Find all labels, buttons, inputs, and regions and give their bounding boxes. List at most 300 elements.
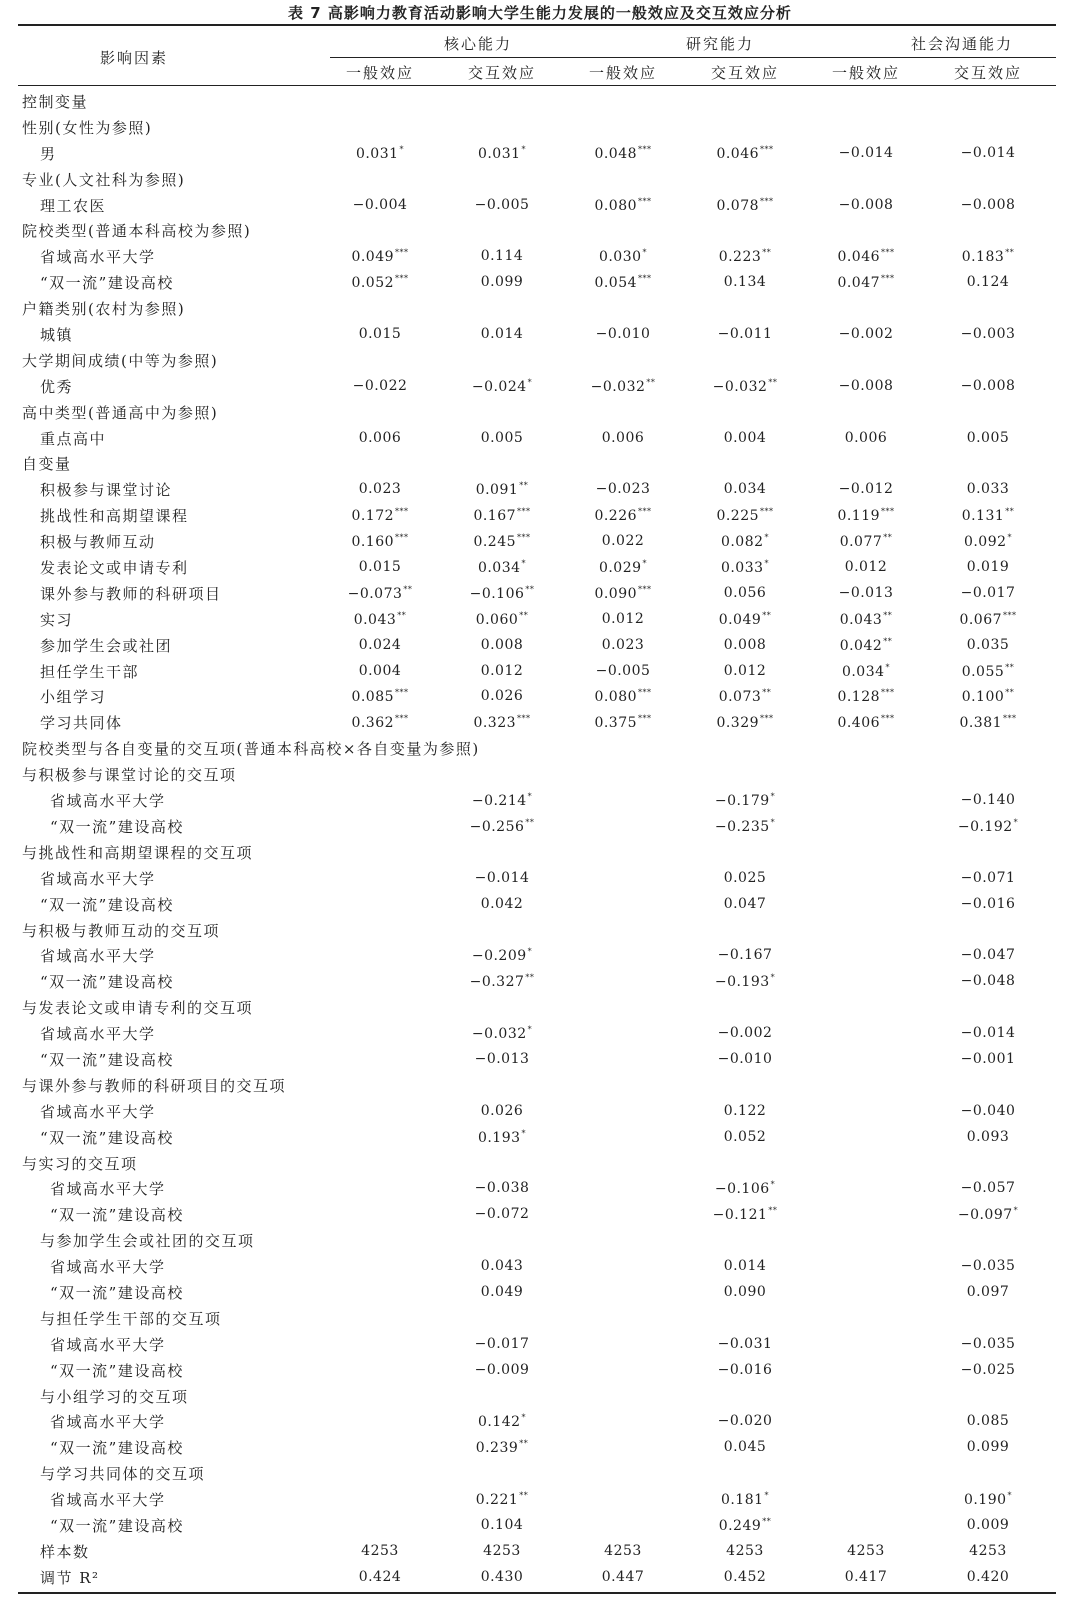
value-cell: −0.121** [712,1206,778,1224]
significance-stars: *** [638,196,652,206]
row-label: “双一流”建设高校 [50,1516,184,1535]
value-cell: 0.078*** [716,196,774,214]
table-row [0,321,1080,347]
table-row [0,554,1080,580]
table-row [0,683,1080,709]
row-label: 理工农医 [40,196,107,215]
value-cell: −0.025 [960,1361,1016,1378]
significance-stars: ** [1005,248,1015,258]
header-mid-rule [330,57,1056,58]
value-cell: 0.362*** [351,714,409,732]
value-cell: 0.042** [839,636,893,654]
value-cell: 0.249** [718,1516,772,1534]
row-label: 担任学生干部 [40,662,140,681]
value-cell: 0.447 [601,1568,645,1585]
table-row [0,1253,1080,1279]
row-label: 省域高水平大学 [40,248,156,267]
value-cell: 0.033* [720,559,770,577]
row-label: 省域高水平大学 [50,1258,166,1277]
value-cell: 0.012 [723,662,767,679]
significance-stars: * [527,377,533,387]
value-cell: 0.052*** [351,274,409,292]
value-cell: −0.072 [474,1206,530,1223]
value-cell: 4253 [969,1542,1007,1559]
significance-stars: * [770,792,776,802]
value-cell: −0.002 [717,1025,773,1042]
header-factor: 影响因素 [100,49,169,67]
value-cell: 0.046*** [716,144,774,162]
row-label: 省域高水平大学 [50,792,166,811]
table-row [0,347,1080,373]
value-cell: −0.071 [960,869,1016,886]
value-cell: 0.006 [358,429,402,446]
value-cell: 0.049*** [351,248,409,266]
row-label: “双一流”建设高校 [40,1128,174,1147]
table-row [0,1512,1080,1538]
value-cell: −0.031 [717,1335,773,1352]
significance-stars: *** [395,533,409,543]
header-sub-6: 交互效应 [953,64,1022,82]
table-row [0,373,1080,399]
table-row [0,632,1080,658]
significance-stars: ** [762,1516,772,1526]
value-cell: −0.327** [469,973,535,991]
row-label: “双一流”建设高校 [50,1283,184,1302]
significance-stars: * [764,559,770,569]
significance-stars: ** [1005,662,1015,672]
table-row [0,1175,1080,1201]
table-row [0,1460,1080,1486]
value-cell: −0.013 [838,584,894,601]
significance-stars: *** [395,688,409,698]
significance-stars: * [521,144,527,154]
significance-stars: *** [395,507,409,517]
row-label: 大学期间成绩(中等为参照) [22,351,219,370]
value-cell: −0.008 [960,377,1016,394]
table-row [0,399,1080,425]
row-label: 与参加学生会或社团的交互项 [40,1232,255,1251]
value-cell: 0.043** [353,610,407,628]
significance-stars: ** [1005,688,1015,698]
row-label: 与积极参与课堂讨论的交互项 [22,766,237,785]
header-group-social: 社会沟通能力 [910,35,1013,53]
row-label: 参加学生会或社团 [40,636,173,655]
value-cell: −0.020 [717,1413,773,1430]
significance-stars: ** [768,1206,778,1216]
table-row [0,450,1080,476]
value-cell: −0.192* [957,817,1019,835]
significance-stars: ** [762,688,772,698]
row-label: 优秀 [40,377,74,396]
value-cell: 0.225*** [716,507,774,525]
value-cell: −0.035 [960,1335,1016,1352]
value-cell: 0.114 [480,248,524,265]
top-rule [18,24,1056,26]
row-label: 省域高水平大学 [40,1102,156,1121]
row-label: 与实习的交互项 [22,1154,138,1173]
value-cell: −0.014 [960,144,1016,161]
table-row [0,140,1080,166]
significance-stars: *** [760,144,774,154]
significance-stars: *** [638,144,652,154]
table-row [0,1098,1080,1124]
row-label: 性别(女性为参照) [22,118,153,137]
value-cell: 0.043** [839,610,893,628]
value-cell: −0.032* [471,1025,533,1043]
row-label: 重点高中 [40,429,107,448]
significance-stars: ** [519,610,529,620]
significance-stars: * [399,144,405,154]
value-cell: 0.022 [601,533,645,550]
row-label: 挑战性和高期望课程 [40,507,189,526]
value-cell: 0.004 [358,662,402,679]
value-cell: −0.047 [960,947,1016,964]
value-cell: 0.142* [477,1413,527,1431]
row-label: 省域高水平大学 [50,1180,166,1199]
row-label: 城镇 [40,326,74,345]
row-label: 与担任学生干部的交互项 [40,1309,222,1328]
table-row [0,891,1080,917]
value-cell: −0.024* [471,377,533,395]
significance-stars: ** [883,533,893,543]
value-cell: −0.011 [717,326,773,343]
table-row [0,1072,1080,1098]
value-cell: −0.235* [714,817,776,835]
significance-stars: * [642,559,648,569]
significance-stars: *** [760,714,774,724]
value-cell: 0.049** [718,610,772,628]
value-cell: 0.067*** [959,610,1017,628]
table-row [0,476,1080,502]
significance-stars: * [1013,1206,1019,1216]
value-cell: 0.015 [358,326,402,343]
value-cell: 0.033 [966,481,1010,498]
significance-stars: *** [395,274,409,284]
value-cell: −0.106* [714,1180,776,1198]
row-label: “双一流”建设高校 [40,1050,174,1069]
value-cell: 0.008 [480,636,524,653]
table-row [0,1408,1080,1434]
value-cell: 0.014 [480,326,524,343]
value-cell: −0.057 [960,1180,1016,1197]
value-cell: 0.119*** [837,507,895,525]
value-cell: 0.012 [601,610,645,627]
table-row [0,1150,1080,1176]
value-cell: 0.417 [844,1568,888,1585]
value-cell: 0.034* [841,662,891,680]
value-cell: 0.005 [966,429,1010,446]
table-row [0,166,1080,192]
row-label: “双一流”建设高校 [50,817,184,836]
table-row [0,735,1080,761]
value-cell: 0.245*** [473,533,531,551]
significance-stars: * [521,1413,527,1423]
value-cell: 0.026 [480,688,524,705]
row-label: 男 [40,144,57,163]
table-row [0,502,1080,528]
row-label: 院校类型(普通本科高校为参照) [22,222,252,241]
value-cell: 0.034* [477,559,527,577]
value-cell: 0.023 [358,481,402,498]
value-cell: −0.005 [474,196,530,213]
table-row [0,1046,1080,1072]
value-cell: 0.023 [601,636,645,653]
significance-stars: * [770,973,776,983]
value-cell: −0.073** [347,584,413,602]
row-label: 省域高水平大学 [40,869,156,888]
value-cell: 0.045 [723,1439,767,1456]
value-cell: −0.140 [960,792,1016,809]
table-row [0,217,1080,243]
significance-stars: ** [883,636,893,646]
value-cell: 0.024 [358,636,402,653]
value-cell: 0.047 [723,895,767,912]
value-cell: 4253 [604,1542,642,1559]
table-row [0,243,1080,269]
value-cell: 0.034 [723,481,767,498]
row-label: 省域高水平大学 [50,1491,166,1510]
row-label: “双一流”建设高校 [40,973,174,992]
significance-stars: * [764,533,770,543]
value-cell: 0.082* [720,533,770,551]
table-row [0,580,1080,606]
row-label: 积极与教师互动 [40,533,156,552]
row-label: 实习 [40,610,74,629]
value-cell: −0.016 [717,1361,773,1378]
value-cell: −0.179* [714,792,776,810]
value-cell: 0.054*** [594,274,652,292]
row-label: 样本数 [40,1542,90,1561]
significance-stars: *** [881,714,895,724]
row-label: 与课外参与教师的科研项目的交互项 [22,1076,287,1095]
table-row [0,1486,1080,1512]
value-cell: 0.406*** [837,714,895,732]
row-label: 高中类型(普通高中为参照) [22,403,219,422]
value-cell: 0.092* [963,533,1013,551]
value-cell: −0.040 [960,1102,1016,1119]
significance-stars: *** [517,714,531,724]
value-cell: 0.085 [966,1413,1010,1430]
row-label: 小组学习 [40,688,107,707]
value-cell: 0.080*** [594,196,652,214]
value-cell: 0.090*** [594,584,652,602]
row-label: 与挑战性和高期望课程的交互项 [22,843,254,862]
significance-stars: * [764,1491,770,1501]
table-caption: 表 7 高影响力教育活动影响大学生能力发展的一般效应及交互效应分析 [288,4,792,22]
value-cell: −0.017 [474,1335,530,1352]
value-cell: 4253 [726,1542,764,1559]
table-row [0,192,1080,218]
value-cell: 0.430 [480,1568,524,1585]
value-cell: 0.090 [723,1283,767,1300]
row-label: 省域高水平大学 [50,1335,166,1354]
table-row [0,606,1080,632]
value-cell: 0.060** [475,610,529,628]
value-cell: 0.048*** [594,144,652,162]
value-cell: 0.046*** [837,248,895,266]
value-cell: 4253 [361,1542,399,1559]
table-row [0,1538,1080,1564]
significance-stars: * [527,947,533,957]
value-cell: 0.329*** [716,714,774,732]
table-row [0,787,1080,813]
value-cell: 0.026 [480,1102,524,1119]
significance-stars: *** [395,714,409,724]
value-cell: −0.008 [838,377,894,394]
table-row [0,1305,1080,1331]
row-label: 省域高水平大学 [50,1413,166,1432]
row-label: 控制变量 [22,93,89,111]
value-cell: 0.091** [475,481,529,499]
table-row [0,1227,1080,1253]
value-cell: −0.014 [838,144,894,161]
value-cell: 0.424 [358,1568,402,1585]
row-label: 调节 R² [40,1568,100,1587]
value-cell: 0.019 [966,559,1010,576]
value-cell: 0.049 [480,1283,524,1300]
value-cell: 0.004 [723,429,767,446]
value-cell: −0.209* [471,947,533,965]
value-cell: 0.221** [475,1491,529,1509]
bottom-rule [18,1592,1056,1594]
significance-stars: ** [519,1439,529,1449]
header-sub-3: 一般效应 [588,64,657,82]
value-cell: −0.016 [960,895,1016,912]
significance-stars: ** [397,610,407,620]
value-cell: 0.047*** [837,274,895,292]
row-label: 与学习共同体的交互项 [40,1465,206,1484]
value-cell: −0.010 [717,1050,773,1067]
value-cell: 0.100** [961,688,1015,706]
value-cell: 0.131** [961,507,1015,525]
value-cell: 0.012 [844,559,888,576]
value-cell: 0.239** [475,1439,529,1457]
value-cell: −0.010 [595,326,651,343]
value-cell: 0.122 [723,1102,767,1119]
table-row [0,269,1080,295]
value-cell: 0.134 [723,274,767,291]
significance-stars: ** [768,377,778,387]
table-row [0,709,1080,735]
table-row [0,968,1080,994]
significance-stars: * [1007,1491,1013,1501]
significance-stars: *** [881,507,895,517]
table-row [0,917,1080,943]
value-cell: 0.031* [355,144,405,162]
significance-stars: ** [762,248,772,258]
value-cell: −0.014 [474,869,530,886]
value-cell: 0.031* [477,144,527,162]
significance-stars: ** [403,584,413,594]
table-row [0,1020,1080,1046]
row-label: 课外参与教师的科研项目 [40,584,222,603]
header-sub-5: 一般效应 [831,64,900,82]
row-label: “双一流”建设高校 [50,1206,184,1225]
header-bottom-rule [18,85,1056,86]
significance-stars: *** [517,533,531,543]
value-cell: −0.002 [838,326,894,343]
value-cell: −0.106** [469,584,535,602]
value-cell: −0.008 [960,196,1016,213]
value-cell: 0.005 [480,429,524,446]
significance-stars: *** [638,584,652,594]
significance-stars: ** [883,610,893,620]
value-cell: 0.323*** [473,714,531,732]
significance-stars: * [770,1180,776,1190]
value-cell: 0.172*** [351,507,409,525]
value-cell: 0.014 [723,1258,767,1275]
value-cell: −0.193* [714,973,776,991]
value-cell: 0.193* [477,1128,527,1146]
value-cell: −0.097* [957,1206,1019,1224]
table-row [0,658,1080,684]
row-label: 省域高水平大学 [40,1025,156,1044]
value-cell: −0.214* [471,792,533,810]
row-label: 专业(人文社科为参照) [22,170,186,189]
table-row [0,1201,1080,1227]
value-cell: −0.009 [474,1361,530,1378]
row-label: 发表论文或申请专利 [40,559,189,578]
table-row [0,528,1080,554]
significance-stars: *** [638,507,652,517]
significance-stars: *** [881,248,895,258]
significance-stars: ** [519,1491,529,1501]
table-row [0,1279,1080,1305]
value-cell: 0.190* [963,1491,1013,1509]
value-cell: 0.012 [480,662,524,679]
value-cell: 0.124 [966,274,1010,291]
significance-stars: * [527,792,533,802]
significance-stars: *** [638,274,652,284]
value-cell: 0.128*** [837,688,895,706]
value-cell: 0.029* [598,559,648,577]
significance-stars: ** [519,481,529,491]
value-cell: 0.099 [480,274,524,291]
value-cell: 0.226*** [594,507,652,525]
value-cell: −0.167 [717,947,773,964]
row-label: “双一流”建设高校 [50,1361,184,1380]
value-cell: −0.005 [595,662,651,679]
table-row [0,88,1080,114]
row-label: 自变量 [22,455,72,474]
value-cell: −0.001 [960,1050,1016,1067]
row-label: 户籍类别(农村为参照) [22,300,186,319]
value-cell: 0.073** [718,688,772,706]
significance-stars: ** [646,377,656,387]
table-row [0,865,1080,891]
value-cell: 0.030* [598,248,648,266]
header-group-research: 研究能力 [685,35,754,53]
significance-stars: *** [517,507,531,517]
value-cell: 0.183** [961,248,1015,266]
value-cell: −0.256** [469,817,535,835]
row-label: “双一流”建设高校 [40,895,174,914]
header-sub-2: 交互效应 [467,64,536,82]
significance-stars: *** [881,274,895,284]
value-cell: 0.085*** [351,688,409,706]
value-cell: 0.009 [966,1516,1010,1533]
row-label: 院校类型与各自变量的交互项(普通本科高校×各自变量为参照) [22,740,480,759]
value-cell: −0.012 [838,481,894,498]
value-cell: 0.042 [480,895,524,912]
value-cell: 0.025 [723,869,767,886]
value-cell: 0.104 [480,1516,524,1533]
value-cell: 0.006 [844,429,888,446]
value-cell: 0.097 [966,1283,1010,1300]
value-cell: −0.032** [590,377,656,395]
significance-stars: * [1013,817,1019,827]
significance-stars: *** [760,507,774,517]
